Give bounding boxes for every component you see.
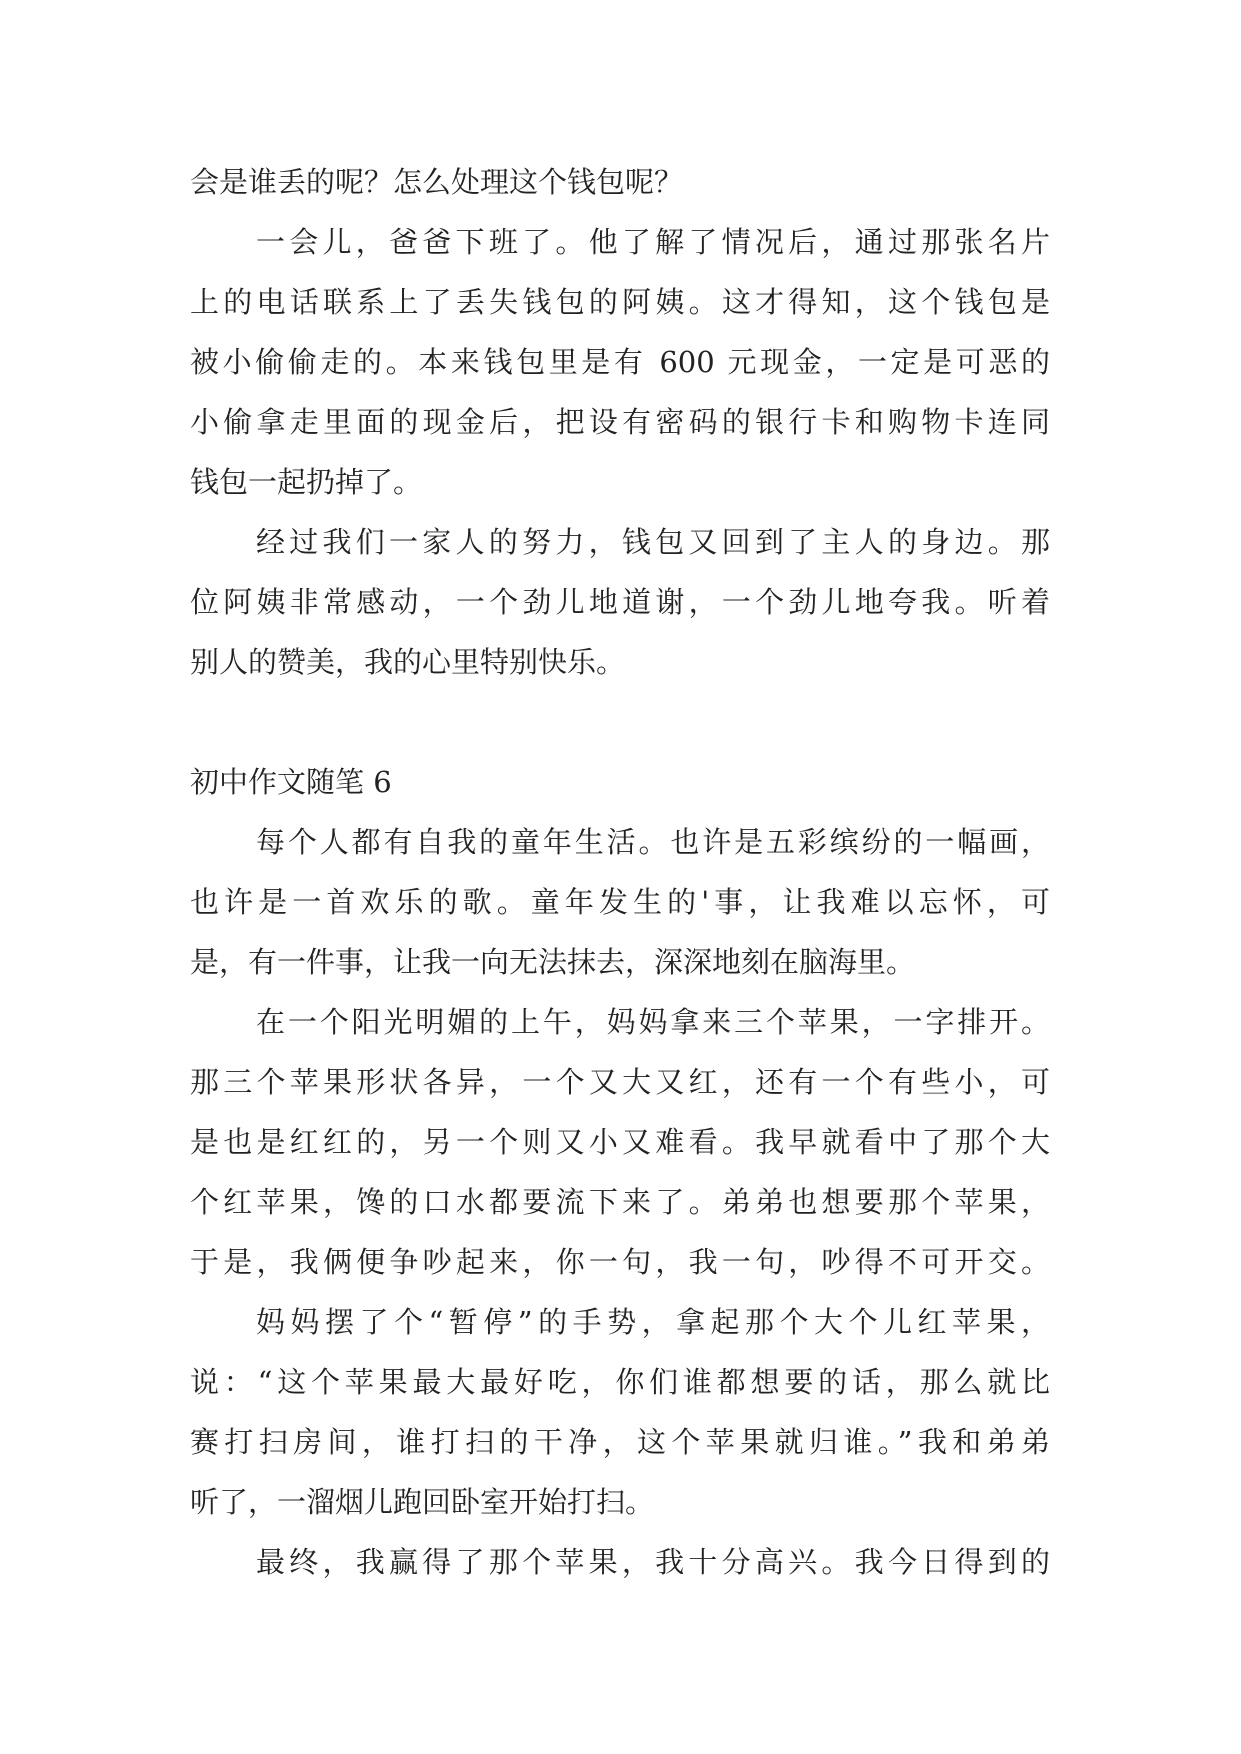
paragraph-line: 每个人都有自我的童年生活。也许是五彩缤纷的一幅画， bbox=[256, 825, 1050, 859]
paragraph-line: 经过我们一家人的努力，钱包又回到了主人的身边。那 bbox=[256, 525, 1050, 559]
document-body bbox=[190, 152, 1050, 1592]
section-gap bbox=[190, 692, 1050, 752]
paragraph-line: 最终，我赢得了那个苹果，我十分高兴。我今日得到的 bbox=[256, 1545, 1050, 1579]
paragraph-line: 别人的赞美，我的心里特别快乐。 bbox=[190, 645, 626, 679]
paragraph-line: 听了，一溜烟儿跑回卧室开始打扫。 bbox=[190, 1485, 655, 1519]
paragraph-line: 是，有一件事，让我一向无法抹去，深深地刻在脑海里。 bbox=[190, 945, 916, 979]
paragraph-line: 于是，我俩便争吵起来，你一句，我一句，吵得不可开交。 bbox=[190, 1245, 1050, 1279]
paragraph-line: 说：“这个苹果最大最好吃，你们谁都想要的话，那么就比 bbox=[190, 1365, 1050, 1399]
paragraph-line: 那三个苹果形状各异，一个又大又红，还有一个有些小，可 bbox=[190, 1065, 1050, 1099]
paragraph-line: 赛打扫房间，谁打扫的干净，这个苹果就归谁。”我和弟弟 bbox=[190, 1425, 1050, 1459]
paragraph-line: 被小偷偷走的。本来钱包里是有 600 元现金，一定是可恶的 bbox=[190, 345, 1050, 379]
paragraph-line: 个红苹果，馋的口水都要流下来了。弟弟也想要那个苹果， bbox=[190, 1185, 1050, 1219]
paragraph-line: 会是谁丢的呢？怎么处理这个钱包呢？ bbox=[190, 165, 684, 199]
paragraph-line: 小偷拿走里面的现金后，把设有密码的银行卡和购物卡连同 bbox=[190, 405, 1050, 439]
paragraph-line: 在一个阳光明媚的上午，妈妈拿来三个苹果，一字排开。 bbox=[256, 1005, 1050, 1039]
paragraph-line: 一会儿，爸爸下班了。他了解了情况后，通过那张名片 bbox=[256, 225, 1050, 259]
paragraph-line: 也许是一首欢乐的歌。童年发生的'事，让我难以忘怀，可 bbox=[190, 885, 1050, 919]
paragraph-line: 钱包一起扔掉了。 bbox=[190, 465, 423, 499]
section-title: 初中作文随笔 6 bbox=[190, 765, 392, 799]
paragraph-line: 上的电话联系上了丢失钱包的阿姨。这才得知，这个钱包是 bbox=[190, 285, 1050, 319]
paragraph-line: 妈妈摆了个“暂停”的手势，拿起那个大个儿红苹果， bbox=[256, 1305, 1050, 1339]
paragraph-line: 是也是红红的，另一个则又小又难看。我早就看中了那个大 bbox=[190, 1125, 1050, 1159]
paragraph-line: 位阿姨非常感动，一个劲儿地道谢，一个劲儿地夸我。听着 bbox=[190, 585, 1050, 619]
